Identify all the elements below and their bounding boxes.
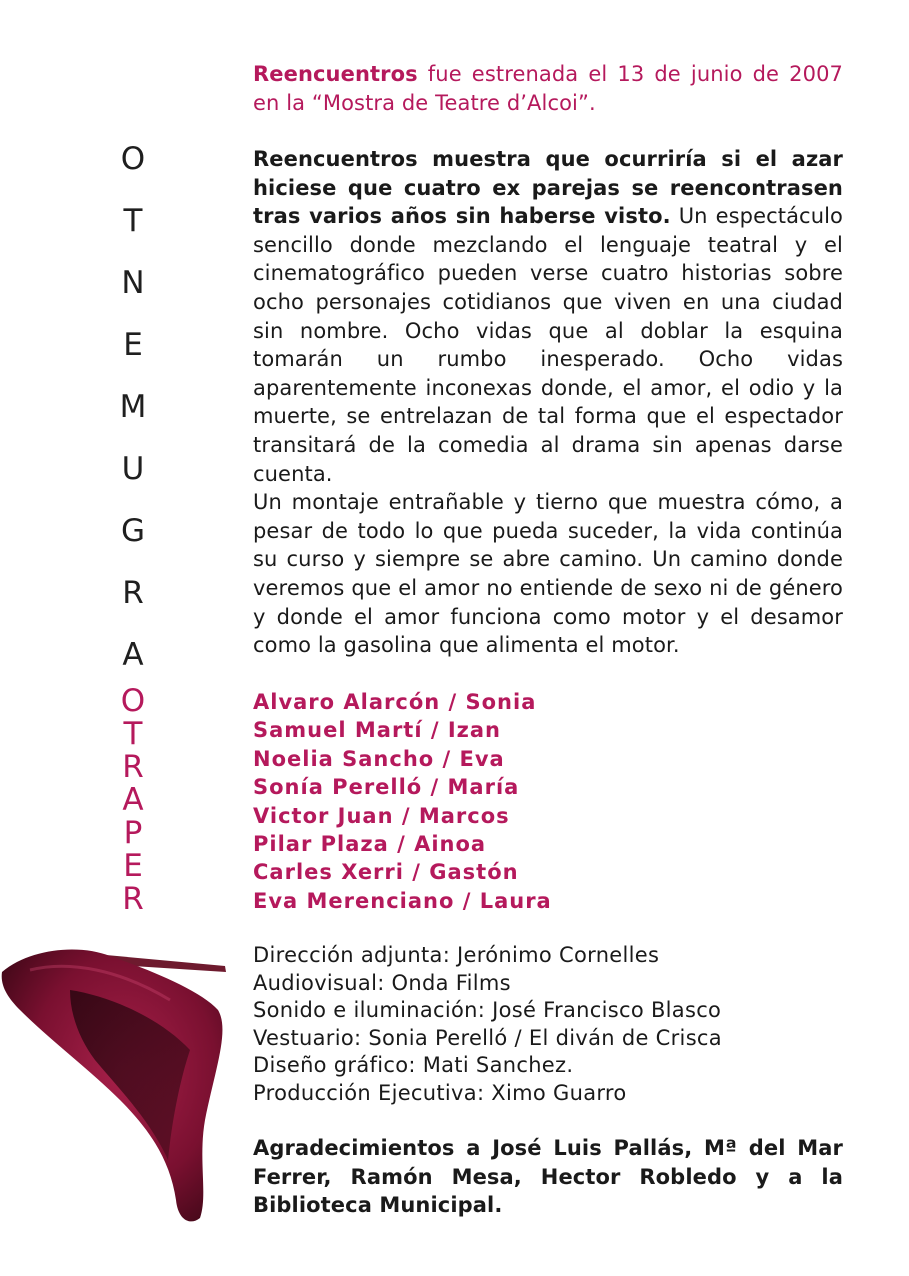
acknowledgements-text: Agradecimientos a José Luis Pallás, Mª del Mar Ferrer, Ramón Mesa, Hector Robledo y a la Biblioteca Municipal. [253,1136,843,1218]
label-letter: A [122,782,144,818]
credit-item: Sonido e iluminación: José Francisco Blasco [253,998,722,1023]
credit-item: Vestuario: Sonia Perelló / El diván de Crisca [253,1025,722,1050]
synopsis-lead: Reencuentros muestra que ocurriría si el azar hiciese que cuatro ex parejas se reencontrasen tras varios años sin haberse visto. [253,147,843,229]
synopsis-body: Un espectáculo sencillo donde mezclando el lenguaje teatral y el cinematográfico pueden verse cuatro historias sobre ocho personajes cotidianos que viven en una ciudad sin nombre. Ocho vidas que al doblar la esquina tomarán un rumbo inesperado. Ocho vidas aparentemente inconexas donde, el amor, el odio y la muerte, se entrelazan de tal forma que el espectador transitará de la comedia al drama sin apenas darse cuenta. [253,204,843,486]
label-letter: E [123,848,143,884]
label-letter: O [120,683,146,719]
synopsis-paragraph [253,145,843,488]
cast-item: Eva Merenciano / Laura [253,888,552,913]
credit-item: Dirección adjunta: Jerónimo Cornelles [253,943,660,967]
vertical-label-reparto [116,683,150,917]
cast-item: Alvaro Alarcón / Sonia [253,690,537,714]
label-letter: R [122,749,144,785]
label-letter: N [121,265,145,301]
vertical-label-argumento [116,141,150,702]
premiere-section [253,60,843,117]
cast-item: Noelia Sancho / Eva [253,746,505,771]
credit-item: Audiovisual: Onda Films [253,970,511,995]
label-letter: E [123,327,143,363]
label-letter: R [122,575,144,611]
premiere-paragraph [253,60,843,117]
label-letter: U [121,451,145,487]
label-letter: T [123,716,143,752]
label-letter: O [120,141,146,177]
cast-item: Sonía Perelló / María [253,775,520,800]
credits-list [253,942,843,1108]
label-letter: A [122,637,144,673]
synopsis-second-paragraph: Un montaje entrañable y tierno que muestra cómo, a pesar de todo lo que pueda suceder, la vida continúa su curso y siempre se abre camino. Un camino donde veremos que el amor no entiende de sexo ni de género y donde el amor funciona como motor y el desamor como la gasolina que alimenta el motor. [253,490,843,658]
premiere-text: fue estrenada el 13 de junio de 2007 en la “Mostra de Teatre d’Alcoi”. [253,62,843,115]
cast-item: Pilar Plaza / Ainoa [253,832,487,857]
label-letter: M [119,389,147,425]
play-title: Reencuentros [253,62,418,86]
cast-item: Carles Xerri / Gastón [253,860,519,885]
high-heel-shoe-icon [0,930,232,1230]
cast-list [253,688,843,915]
synopsis-section [253,145,843,660]
acknowledgements [253,1134,843,1220]
label-letter: R [122,881,144,917]
label-letter: P [123,815,143,851]
credit-item: Diseño gráfico: Mati Sanchez. [253,1053,574,1078]
label-letter: G [120,513,146,549]
cast-item: Victor Juan / Marcos [253,803,510,828]
credit-item: Producción Ejecutiva: Ximo Guarro [253,1080,627,1105]
cast-item: Samuel Martí / Izan [253,718,501,743]
label-letter: T [123,203,143,239]
